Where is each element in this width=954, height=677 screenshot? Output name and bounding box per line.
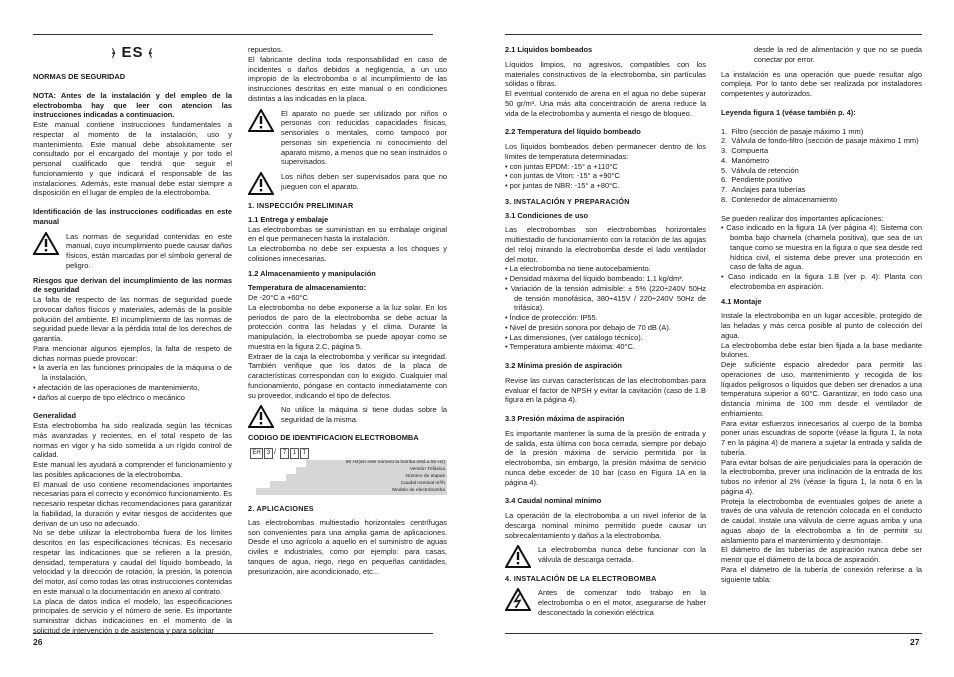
list-item: • La electrobomba no tiene autocebamiento. [505, 264, 651, 274]
col4-continuation: desde la red de alimentación y que no se pueda conectar por error. [754, 45, 922, 64]
cerrada-warning-text: La electrobomba nunca debe funcionar con la válvula de descarga cerrada. [538, 545, 706, 564]
list-item: • Caso indicado en la figura 1.B (ver p. 4): Planta con electrobomba en aspiración. [721, 272, 923, 291]
section-2-text: Las electrobombas multiestadio horizontales centrífugas son convenientes para una amplia gama de aplicaciones. Desde el uso agrícolo a aquello en el suministro de aguas civiles e industriales, como por ejemplo: para casas, tanques de agua, riego, riego en pequeñas cantidades, presurización, aire acondicionado, etc... [248, 517, 447, 576]
list-item: • Caso indicado en la figura 1A (ver página 4): Sistema con bomba bajo charnela (charnela positiva), que sea de un tanque como se muestra en la figura o que sea desde red hídrica civil, el sistema debe prever una protección en caso de falta de agua. [721, 223, 923, 272]
product-code-diagram [248, 446, 447, 496]
right-page-column-2 [721, 45, 922, 584]
code-box-model: EH [250, 448, 263, 459]
section-2-title: 2. APLICACIONES [248, 504, 314, 513]
section-2-2-title: 2.2 Temperatura del líquido bombeado [505, 127, 641, 137]
list-item: • con juntas EPDM: -15° a +110°C [505, 161, 618, 171]
nota-text: Este manual contiene instrucciones fundamentales a respectar al momento de la instalación, uso y mantenimiento. Este manual debe absolutamente ser consultado por el encargado del montaje y por todo el personal cualificado que tendrá que seguir el funcionamiento y que indicará el responsable de las instalaciones. Además, este manual debe estar siempre a disposición en el lugar de empleo de la electrobomba. [33, 120, 232, 198]
section-1-1-title: 1.1 Entrega y embalaje [248, 214, 329, 224]
warning-icon [248, 172, 274, 195]
nota-bold: NOTA: Antes de la instalación y del empleo de la electrobomba hay que leer con atencion las instrucciones indicadas a continuacion. [33, 90, 232, 120]
list-item: 2. Válvula de fondo-filtro (sección de pasaje máximo 1 mm) [721, 136, 919, 146]
section-3-4-text: La operación de la electrobomba a un nivel inferior de la descarga nominal mínimo permitido puede causar un sobrecalentamiento y daños a la electrobomba. [505, 511, 706, 540]
list-item: 1. Filtro (sección de pasaje máximo 1 mm) [721, 126, 864, 136]
language-code: ES [121, 44, 144, 61]
section-3-2-text: Revise las curvas características de las electrobombas para evaluar el factor de NPSH y evitar la cavitación (caso de 1.B figura en la página 4). [505, 375, 706, 405]
section-4-1-title: 4.1 Montaje [721, 296, 762, 306]
section-3-2-title: 3.2 Mínima presión de aspiración [505, 361, 622, 370]
list-item: • Índice de protección: IP55. [505, 313, 598, 322]
section-4-1-p2: La electrobomba debe estar bien fijada a la base mediante bulones. [721, 340, 922, 360]
generalidad-p2: Este manual les ayudará a comprender el funcionamiento y las posibles aplicaciones de la electrobomba. [33, 460, 232, 479]
section-4-1-p4: Para evitar esfuerzos innecesarios al cuerpo de la bomba poner unas escuadras de soporte (véase la figura 1, la nota 7 en la página 4) de manera a sujetar la entrada y salida de tubería. [721, 418, 922, 457]
generalidad-title: Generalidad [33, 411, 76, 421]
fabricante-text: El fabricante declina toda responsabilidad en caso de incidentes o daños debidos a negligencia, a un uso impropio de la electrobomba o al incumplimiento de las instrucciones descritas en este manual o en condiciones distintas a las indicadas en la placa. [248, 54, 447, 103]
list-item: • daños al cuerpo de tipo eléctrico o mecánico [33, 392, 185, 402]
list-item: 6. Pendiente positivo [721, 175, 793, 185]
electric-warning-text: Antes de comenzar todo trabajo en la electrobomba o en el motor, asegurarse de haber desconectado la conexión eléctrica [538, 588, 706, 617]
list-item: 8. Contenedor de almacenamiento [721, 194, 838, 204]
section-1-2-text-2: Extraer de la caja la electrobomba y verificar su integridad. También verifique que los datos de la placa de características correspondan con lo exigido. Cualquier mal funcionamiento, póngase en contacto inmediatamente con su proveedor, indicando el tipo de defectos. [248, 351, 447, 400]
list-item: • Densidad máxima del líquido bombeado: 1.1 kg/dm³. [505, 274, 684, 283]
right-chevrons-icon: ⦑ [148, 47, 153, 59]
code-label-modelo: Modelo de electrobomba [256, 488, 447, 495]
warning-icon [33, 232, 59, 255]
list-item: 5. Válvula de retención [721, 165, 799, 175]
list-item: 3. Compuerta [721, 146, 769, 155]
ninos-warning [248, 109, 447, 168]
list-item: • con juntas de Viton: -15° a +90°C [505, 171, 620, 181]
code-box-hz: T [300, 448, 309, 459]
section-1-1-text: Las electrobombas se suministran en su embalaje original en el que permanecen hasta la instalación. [248, 224, 447, 244]
normas-title: NORMAS DE SEGURIDAD [33, 72, 126, 81]
section-4-1-p6: Proteja la electrobomba de eventuales golpes de ariete a través de una válvula de retención colocada en el conducto de caudal. Instale una válvula de cierre aguas arriba y una aguas abajo de la electrobomba a fin de permitir su aislamiento para el mantenimiento y desmontaje. [721, 496, 922, 545]
section-2-2-text: Los líquidos bombeados deben permanecer dentro de los límites de temperatura determinadas: [505, 142, 706, 161]
section-1-title: 1. INSPECCIÓN PRELIMINAR [248, 201, 354, 210]
section-3-1-text: Las electrobombas son electrobombas horizontales multiestadio de funcionamiento con la rotación de las agujas del reloj mirando la electrobomba desde el lado ventilador del motor. [505, 225, 706, 264]
generalidad-p1: Esta electrobomba ha sido realizada según las técnicas más avanzadas y recientes, en el total respeto de las normas en vigor y ha sido sometida a un rígido control de calidad. [33, 421, 232, 460]
section-4-title: 4. INSTALACIÓN DE LA ELECTROBOMBA [505, 574, 657, 584]
generalidad-p5: La placa de datos indica el modelo, las especificaciones principales de servicio y el número de serie. Es importante suministrar dichas indicaciones en el momento de la solicitud de intervención o de asistencia y para solicitar [33, 596, 232, 635]
list-item: • Las dimensiones, (ver catálogo técnico). [505, 332, 643, 342]
section-3-4-title: 3.4 Caudal nominal mínimo [505, 496, 602, 506]
col2-continuation: repuestos. [248, 45, 283, 54]
warning-icon [505, 545, 531, 568]
seguridad-warning [248, 405, 447, 428]
left-page-number: 26 [33, 637, 43, 647]
code-label-trifasica: Versión Trifásica [296, 467, 447, 474]
code-box-phase: 1 [290, 448, 299, 459]
section-4-1-p1: Instale la electrobomba en un lugar accesible, protegido de las heladas y más cerca posible al punto de colección del agua. [721, 311, 922, 340]
language-badge [112, 44, 153, 61]
list-item: • afectación de las operaciones de mantenimiento, [33, 382, 200, 392]
list-item: • Nivel de presión sonora por debajo de 70 dB (A). [505, 322, 671, 332]
temp-label: Temperatura de almacenamiento: [248, 283, 367, 293]
code-label-etapas: Número de etapas [286, 474, 447, 481]
left-chevrons-icon: ⦒ [112, 47, 117, 59]
ninos-warning-text: El aparato no puede ser utilizado por niños o personas con reducidas capacidades físicas, sensoriales o mentales, como tampoco por personas sin experiencia ni conocimiento del aparato mismo, a menos que no sean instruidos o supervisados. [281, 108, 447, 167]
left-page-column-2 [248, 45, 447, 576]
section-4-1-p8: Para el diámetro de la tubería de conexión referirse a la siguiente tabla: [721, 564, 922, 584]
cerrada-warning [505, 545, 706, 568]
section-1-1-text-2: La electrobomba no debe ser expuesta a los choques y colisiones innecesarias. [248, 244, 447, 263]
list-item: • Variación de la tensión admisible: ± 5% (220÷240V 50Hz de tensión monofásica, 380÷415V / 220÷240V 50Hz de trifásica). [505, 283, 706, 313]
code-label-caudal: Caudal nominal m³/h [270, 481, 447, 488]
instalacion-text: La instalación es una operación que puede resultar algo compleja. Por lo tanto debe ser realizada por instaladores competentes y autorizados. [721, 69, 922, 98]
temp-value: De -20°C a +60°C [248, 293, 308, 302]
code-label-60hz: 60 Hz(sin este número la bomba está a 50 Hz) [306, 460, 447, 467]
section-3-3-text: Es importante mantener la suma de la presión de entrada y de salida, esta última con boca cerrada, siempre por debajo de la presión máxima de servicio permitida por la electrobomba, sin embargo, la presión máxima de servicio nunca debe exceder de 10 bar (caso en Figura 1A en la página 4). [505, 428, 706, 487]
section-4-1-p5: Para evitar bolsas de aire perjudiciales para la operación de la electrobomba, prever una inclinación de la entrada de los tubos no inferior al 2% (véase la figura 1, la nota 6 en la página 4). [721, 457, 922, 496]
left-page-top-rule [33, 34, 433, 35]
code-slash: / [274, 449, 276, 456]
section-1-2-title: 1.2 Almacenamiento y manipulación [248, 268, 376, 278]
list-item: 7. Anclajes para tuberías [721, 185, 806, 194]
warning-icon [248, 405, 274, 428]
section-2-1-text-2: El eventual contenido de arena en el agua no debe superar 50 gr/m³. Una más alta concentración de arena reduce la vida de la electrobomba y aumenta el riesgo de bloqueo. [505, 89, 706, 118]
right-page-column-1 [505, 45, 706, 617]
right-page-top-rule [505, 34, 922, 35]
importantes-text: Se pueden realizar dos importantes aplicaciones: [721, 213, 884, 223]
right-page-number: 27 [910, 637, 920, 647]
leyenda-title: Leyenda figura 1 (véase también p. 4): [721, 107, 856, 117]
section-3-3-title: 3.3 Presión máxima de aspiración [505, 414, 625, 423]
section-2-1-text: Líquidos limpios, no agresivos, compatibles con los materiales constructivos de la electrobomba, sin partículas sólidas o fibras. [505, 59, 706, 89]
list-item: • la avería en las funciones principales de la máquina o de la instalación, [33, 363, 233, 382]
section-4-1-p3: Deje suficiente espacio alrededor para permitir las operaciones de uso, mantenimiento y recogida de los líquidos peligrosos o líquidos que deben ser drenados a una temperatura superior a 60°C. Garantizar, en todo caso una distancia mínima de 100 mm desde el ventilador de enfriamiento. [721, 360, 922, 418]
warning-icon [248, 109, 274, 132]
code-box-stages: 7 [280, 448, 289, 459]
section-3-title: 3. INSTALACIÓN Y PREPARACIÓN [505, 196, 630, 206]
supervisados-warning [248, 172, 447, 195]
section-3-1-title: 3.1 Condiciones de uso [505, 210, 589, 220]
code-box-flow: 3 [264, 448, 273, 459]
generalidad-p4: No se debe utilizar la electrobomba fuera de los límites descritos en las especificaciones técnicas. Es necesario respetar las indicaciones que se refieren a la presión, densidad, temperatura y caudal del líquido bombeado, la velocidad y la dirección de rotación, la presión, la potencia del motor, así como todas las otras instrucciones contenidas en este manual o la documentación en anexo al contrato. [33, 528, 232, 596]
electric-hazard-icon [505, 588, 531, 611]
seguridad-warning-text: No utilice la máquina si tiene dudas sobre la seguridad de la misma. [281, 405, 447, 424]
riesgos-text-2: Para mencionar algunos ejemplos, la falta de respeto de dichas normas puede provocar: [33, 343, 232, 363]
section-2-1-title: 2.1 Líquidos bombeados [505, 45, 593, 54]
ident-warning-text: Las normas de seguridad contenidas en este manual, cuyo incumplimiento puede causar daños físicos, están marcadas por el símbolo general de peligro. [66, 231, 232, 270]
list-item: • por juntas de NBR: -15° a +80°C. [505, 181, 620, 190]
left-page-column-1 [33, 72, 232, 636]
section-4-1-p7: El diámetro de las tuberías de aspiración nunca debe ser menor que el diámetro de la boca de aspiración. [721, 545, 922, 564]
section-1-2-text: La electrobomba no debe exponerse a la luz solar. En los periodos de paro de la electrobomba se debe actuar la protección contra las heladas y el clima. Durante la manipulación, la electrobomba se puede apoyar como se muestra en la figura 2.C, página 5. [248, 302, 447, 351]
list-item: 4. Manómetro [721, 155, 769, 165]
codigo-title: CODIGO DE IDENTIFICACION ELECTROBOMBA [248, 433, 419, 443]
ident-title: Identificación de las instrucciones codificadas en este manual [33, 207, 232, 226]
riesgos-title: Riesgos que derivan del incumplimiento de las normas de seguridad [33, 275, 232, 295]
generalidad-p3: El manual de uso contiene recomendaciones importantes necesarias para el correcto y económico funcionamiento. Es necesario respetar dichas recomendaciones para garantizar la fiabilidad, la duración y evitar riesgos de accidentes que derivan de un uso no adecuado. [33, 479, 232, 528]
right-page-bottom-rule [505, 633, 922, 634]
supervisados-warning-text: Los niños deben ser supervisados para que no jueguen con el aparato. [281, 172, 447, 191]
riesgos-text: La falta de respecto de las normas de seguridad puede provocar daños físicos y materiales, además de la posible polución del ambiente. El incumplimiento de las normas de seguridad puede llevar a la pérdida total de los derechos de garantía. [33, 295, 232, 343]
ident-warning [33, 232, 232, 271]
electric-warning [505, 588, 706, 617]
list-item: • Temperatura ambiente máxima: 40°C. [505, 342, 635, 352]
